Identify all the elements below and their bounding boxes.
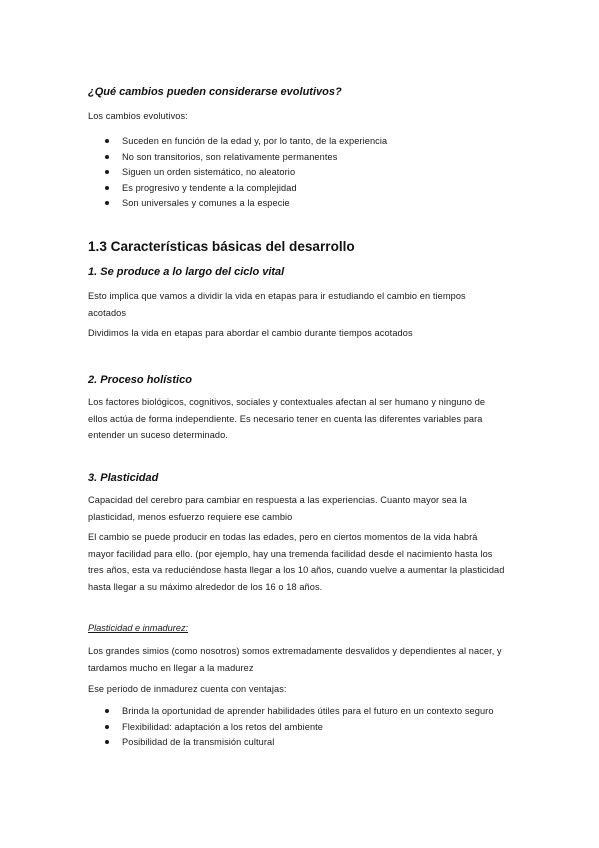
- bullet-icon: [105, 170, 109, 174]
- paragraph-inmadurez: Los grandes simios (como nosotros) somos extremadamente desvalidos y dependientes al nacer, y tardamos mucho en llegar a la madurez: [88, 646, 502, 673]
- list-item: Son universales y comunes a la especie: [0, 198, 599, 214]
- bullet-icon: [105, 709, 109, 713]
- paragraph-plasticidad-definicion: Capacidad del cerebro para cambiar en respuesta a las experiencias. Cuanto mayor sea la plasticidad, menos esfuerzo requiere ese cambio: [88, 495, 467, 522]
- subheading-plasticidad: 3. Plasticidad: [88, 472, 159, 484]
- list-item: Suceden en función de la edad y, por lo tanto, de la experiencia: [0, 136, 599, 152]
- paragraph-ventajas: Ese periodo de inmadurez cuenta con ventajas:: [88, 684, 287, 694]
- list-item: Flexibilidad: adaptación a los retos del ambiente: [0, 722, 599, 738]
- paragraph-etapas: Dividimos la vida en etapas para abordar el cambio durante tiempos acotados: [88, 328, 413, 338]
- subheading-ciclo-vital: 1. Se produce a lo largo del ciclo vital: [88, 266, 285, 278]
- list-item: No son transitorios, son relativamente permanentes: [0, 152, 599, 168]
- subheading-inmadurez: Plasticidad e inmadurez:: [88, 623, 189, 633]
- paragraph-holistico: Los factores biológicos, cognitivos, sociales y contextuales afectan al ser humano y ninguno de ellos actúa de forma independiente. Es necesario tener en cuenta las diferentes variables para entender un suceso determinado.: [88, 397, 486, 440]
- list-item: Es progresivo y tendente a la complejidad: [0, 183, 599, 199]
- question-heading: ¿Qué cambios pueden considerarse evolutivos?: [88, 86, 342, 98]
- bullet-icon: [105, 186, 109, 190]
- bullet-icon: [105, 155, 109, 159]
- list-item: Posibilidad de la transmisión cultural: [0, 737, 599, 753]
- paragraph-ciclo-vital: Esto implica que vamos a dividir la vida en etapas para ir estudiando el cambio en tiempos acotados: [88, 291, 466, 318]
- bullet-icon: [105, 201, 109, 205]
- paragraph-plasticidad-edades: El cambio se puede producir en todas las edades, pero en ciertos momentos de la vida habrá mayor facilidad para ello. (por ejemplo, hay una tremenda facilidad desde el nacimiento hasta los tres años, esta va reduciéndose hasta llegar a los 10 años, cuando vuelve a aumentar la plasticidad hasta llegar a su máximo alrededor de los 16 o 18 años.: [88, 532, 505, 592]
- section-title: 1.3 Características básicas del desarrollo: [88, 239, 355, 254]
- ventajas-list: [0, 706, 599, 753]
- subheading-holistico: 2. Proceso holístico: [88, 374, 192, 386]
- list-item: Brinda la oportunidad de aprender habilidades útiles para el futuro en un contexto seguro: [0, 706, 599, 722]
- bullet-icon: [105, 139, 109, 143]
- bullet-icon: [105, 740, 109, 744]
- list-item: Siguen un orden sistemático, no aleatorio: [0, 167, 599, 183]
- evolutive-changes-list: [0, 136, 599, 214]
- bullet-icon: [105, 725, 109, 729]
- intro-text: Los cambios evolutivos:: [88, 111, 188, 121]
